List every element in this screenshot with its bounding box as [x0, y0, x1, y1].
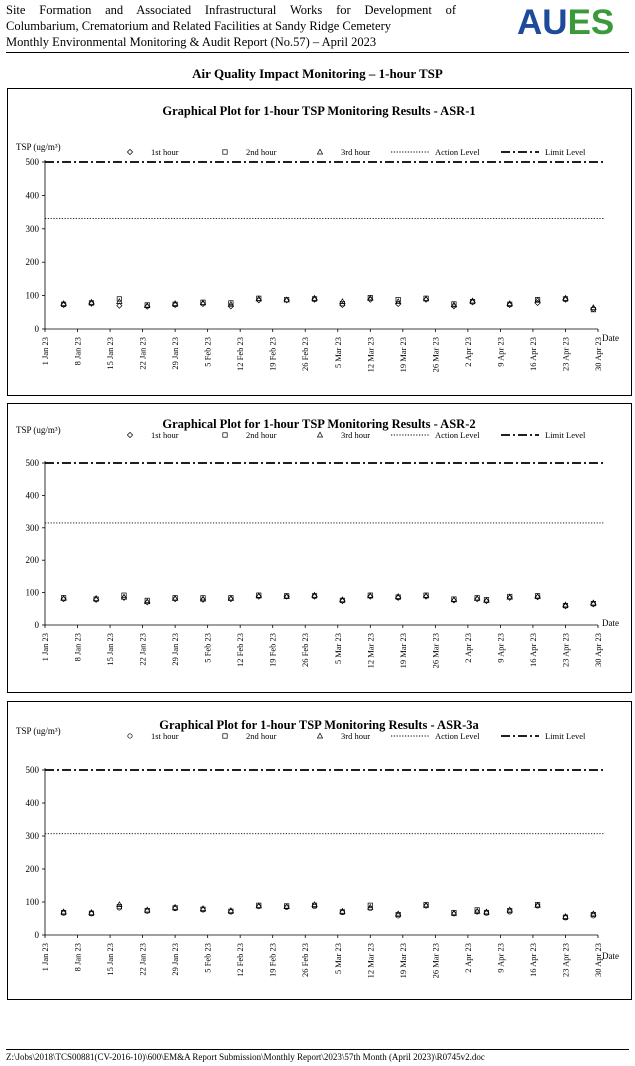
x-tick-label: 12 Mar 23 [365, 633, 376, 669]
y-tick-label: 100 [25, 897, 39, 907]
legend-marker [127, 432, 132, 437]
data-point [507, 301, 512, 306]
x-tick-label: 8 Jan 23 [72, 337, 83, 366]
data-point [340, 597, 345, 602]
x-tick-label: 12 Mar 23 [365, 943, 376, 979]
x-tick-label: 29 Jan 23 [170, 337, 181, 370]
x-tick-label: 26 Feb 23 [300, 633, 311, 667]
x-tick-label: 8 Jan 23 [72, 633, 83, 662]
header-line-1: Site Formation and Associated Infrastructural Works for Development of [6, 3, 456, 17]
x-tick-label: 19 Mar 23 [397, 337, 408, 373]
x-tick-label: 16 Apr 23 [527, 337, 538, 371]
header-line-3: Monthly Environmental Monitoring & Audit Report (No.57) – April 2023 [6, 35, 377, 49]
logo-text-au: AU [517, 3, 568, 42]
data-point [340, 302, 345, 307]
legend-label: 1st hour [151, 731, 179, 741]
data-point [173, 301, 178, 306]
y-axis-label: TSP (ug/m³) [16, 726, 61, 736]
legend-label: Action Level [435, 147, 480, 157]
x-tick-label: 26 Feb 23 [300, 337, 311, 371]
y-tick-label: 400 [25, 190, 39, 201]
x-axis-label: Date [602, 618, 619, 628]
y-tick-label: 0 [34, 324, 39, 334]
y-tick-label: 500 [25, 765, 39, 775]
x-tick-label: 1 Jan 23 [40, 943, 50, 972]
x-tick-label: 23 Apr 23 [560, 633, 571, 667]
x-tick-label: 19 Mar 23 [397, 943, 408, 979]
x-tick-label: 1 Jan 23 [40, 633, 50, 662]
x-tick-label: 15 Jan 23 [105, 633, 116, 666]
y-tick-label: 0 [34, 930, 39, 940]
data-point [94, 596, 99, 601]
data-point [563, 295, 568, 300]
x-tick-label: 19 Feb 23 [267, 943, 278, 977]
section-title: Air Quality Impact Monitoring – 1-hour TSP [192, 66, 443, 81]
x-tick-label: 12 Feb 23 [235, 943, 246, 977]
x-tick-label: 5 Mar 23 [332, 633, 343, 665]
y-tick-label: 300 [25, 831, 39, 841]
legend-label: Limit Level [545, 147, 586, 157]
x-tick-label: 16 Apr 23 [527, 633, 538, 667]
x-tick-label: 29 Jan 23 [170, 633, 181, 666]
legend-marker [317, 432, 322, 437]
x-tick-label: 5 Feb 23 [202, 943, 213, 973]
x-tick-label: 5 Mar 23 [332, 337, 343, 369]
y-axis-label: TSP (ug/m³) [16, 425, 61, 435]
data-point [396, 594, 401, 599]
data-point [563, 602, 568, 607]
legend-label: 2nd hour [246, 430, 277, 440]
x-tick-label: 9 Apr 23 [495, 337, 506, 367]
chart-panel-asr-1 [7, 88, 632, 396]
x-tick-label: 22 Jan 23 [137, 943, 148, 976]
footer-divider [6, 1049, 629, 1050]
legend-label: Limit Level [545, 430, 586, 440]
legend-label: 3rd hour [341, 430, 371, 440]
data-point [89, 299, 94, 304]
legend-label: 3rd hour [341, 147, 371, 157]
data-point [312, 592, 317, 597]
data-point [470, 298, 475, 303]
x-tick-label: 19 Feb 23 [267, 633, 278, 667]
legend-marker [317, 733, 322, 738]
data-point [61, 301, 66, 306]
x-tick-label: 26 Mar 23 [430, 943, 441, 979]
x-tick-label: 23 Apr 23 [560, 943, 571, 977]
data-point [591, 600, 596, 605]
x-tick-label: 2 Apr 23 [462, 633, 473, 663]
y-tick-label: 400 [25, 490, 39, 501]
chart-title: Graphical Plot for 1-hour TSP Monitoring Results - ASR-1 [162, 104, 476, 118]
x-tick-label: 30 Apr 23 [593, 633, 603, 667]
footer-file-path: Z:\Jobs\2018\TCS00881(CV-2016-10)\600\EM&A Report Submission\Monthly Report\2023\57th Month (April 2023)\R0745v2.doc [6, 1052, 485, 1062]
header-divider [6, 52, 629, 53]
x-tick-label: 19 Mar 23 [397, 633, 408, 669]
report-header [6, 2, 456, 50]
chart-asr-2 [8, 404, 631, 692]
aues-logo [517, 4, 614, 42]
x-tick-label: 2 Apr 23 [462, 943, 473, 973]
legend-label: Limit Level [545, 731, 586, 741]
logo-text-es: ES [567, 3, 615, 42]
y-tick-label: 500 [25, 157, 39, 167]
legend-marker [127, 149, 132, 154]
legend-marker [128, 734, 132, 738]
chart-title: Graphical Plot for 1-hour TSP Monitoring Results - ASR-3a [159, 718, 479, 732]
legend-marker [223, 433, 227, 437]
x-tick-label: 29 Jan 23 [170, 943, 181, 976]
x-tick-label: 19 Feb 23 [267, 337, 278, 371]
y-tick-label: 200 [25, 257, 39, 268]
x-tick-label: 5 Feb 23 [202, 633, 213, 663]
y-tick-label: 200 [25, 555, 39, 566]
y-tick-label: 300 [25, 522, 39, 533]
x-tick-label: 1 Jan 23 [40, 337, 50, 366]
y-tick-label: 100 [25, 587, 39, 598]
legend-label: 2nd hour [246, 147, 277, 157]
x-tick-label: 12 Feb 23 [235, 633, 246, 667]
chart-asr-1 [8, 89, 631, 395]
y-axis-label: TSP (ug/m³) [16, 142, 61, 152]
x-tick-label: 9 Apr 23 [495, 943, 506, 973]
legend-label: 1st hour [151, 147, 179, 157]
x-tick-label: 30 Apr 23 [593, 943, 603, 977]
x-axis-label: Date [602, 333, 619, 343]
x-tick-label: 30 Apr 23 [593, 337, 603, 371]
x-tick-label: 26 Mar 23 [430, 633, 441, 669]
y-tick-label: 500 [25, 458, 39, 468]
y-tick-label: 200 [25, 864, 39, 874]
x-tick-label: 9 Apr 23 [495, 633, 506, 663]
legend-label: 1st hour [151, 430, 179, 440]
legend-label: Action Level [435, 430, 480, 440]
legend-label: Action Level [435, 731, 480, 741]
legend-marker [223, 734, 227, 738]
data-point [312, 295, 317, 300]
x-tick-label: 22 Jan 23 [137, 337, 148, 370]
x-tick-label: 26 Feb 23 [300, 943, 311, 977]
chart-panel-asr-3a [7, 701, 632, 1000]
x-tick-label: 23 Apr 23 [560, 337, 571, 371]
x-tick-label: 15 Jan 23 [105, 337, 116, 370]
x-tick-label: 12 Mar 23 [365, 337, 376, 373]
x-tick-label: 15 Jan 23 [105, 943, 116, 976]
y-tick-label: 100 [25, 290, 39, 301]
y-tick-label: 400 [25, 798, 39, 808]
legend-marker [317, 149, 322, 154]
x-tick-label: 26 Mar 23 [430, 337, 441, 373]
legend-label: 2nd hour [246, 731, 277, 741]
x-tick-label: 12 Feb 23 [235, 337, 246, 371]
legend-label: 3rd hour [341, 731, 371, 741]
x-tick-label: 16 Apr 23 [527, 943, 538, 977]
legend-marker [223, 150, 227, 154]
x-tick-label: 5 Mar 23 [332, 943, 343, 975]
x-axis-label: Date [602, 951, 619, 961]
x-tick-label: 8 Jan 23 [72, 943, 83, 972]
x-tick-label: 2 Apr 23 [462, 337, 473, 367]
chart-title: Graphical Plot for 1-hour TSP Monitoring Results - ASR-2 [162, 417, 476, 431]
y-tick-label: 300 [25, 223, 39, 234]
x-tick-label: 22 Jan 23 [137, 633, 148, 666]
x-tick-label: 5 Feb 23 [202, 337, 213, 367]
y-tick-label: 0 [34, 620, 39, 630]
header-line-2: Columbarium, Crematorium and Related Facilities at Sandy Ridge Cemetery [6, 19, 391, 33]
chart-panel-asr-2 [7, 403, 632, 693]
chart-asr-3a [8, 702, 631, 999]
